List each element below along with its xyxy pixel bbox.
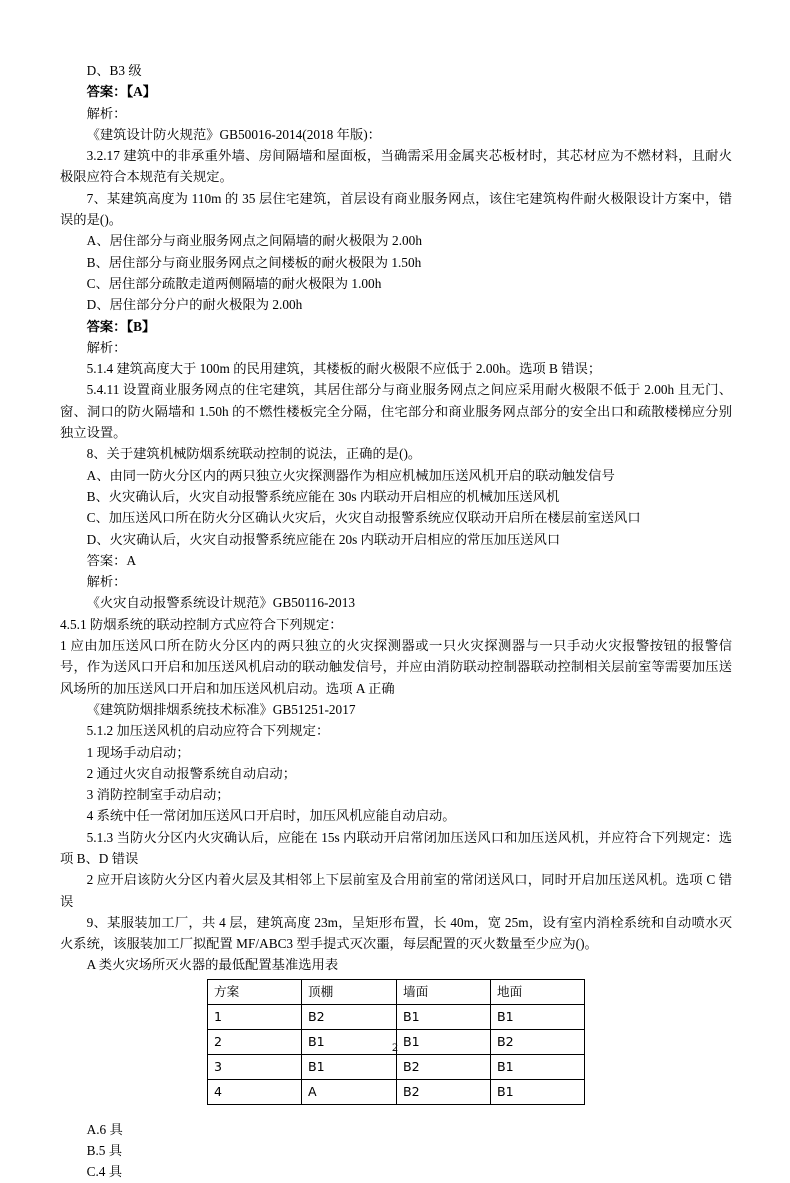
table-header-cell-scheme: 方案 xyxy=(208,979,302,1004)
choice-q9-a: A.6 具 xyxy=(86,1121,123,1137)
paragraph-q8-clause-5-1-2-item-1: 1 现场手动启动； xyxy=(86,744,190,760)
paragraph-q7-answer: 答案：【B】 xyxy=(86,318,156,334)
table-caption: A 类火灾场所灭火器的最低配置基准选用表 xyxy=(86,957,339,973)
option-q8-c: C、加压送风口所在防火分区确认火灾后，火灾自动报警系统应仅联动开启所在楼层前室送风口 xyxy=(86,510,641,526)
table-cell: B1 xyxy=(397,1004,491,1029)
paragraph-q8-clause-4-5-1-item-1: 1 应由加压送风口所在防火分区内的两只独立的火灾探测器或一只火灾探测器与一只手动火灾报警按钮的报警信号，作为送风口开启和加压送风机启动的联动触发信号，并应由消防联动控制器联动控制相关层前室等需要加压送风场所的加压送风口开启和加压送风机启动。选项 A 正确 xyxy=(60,638,732,696)
option-q7-a: A、居住部分与商业服务网点之间隔墙的耐火极限为 2.00h xyxy=(86,233,422,249)
paragraph-q6-answer: 答案：【A】 xyxy=(86,84,157,100)
table-header-row xyxy=(208,979,585,1004)
paragraph-question-9-stem: 9、某服装加工厂，共 4 层，建筑高度 23m，呈矩形布置，长 40m，宽 25m，设有室内消栓系统和自动喷水灭火系统，该服装加工厂拟配置 MF/ABC3 型手提式灭次噩，每层配置的灭火数量至少应为()。 xyxy=(60,914,732,952)
choice-q9-c: C.4 具 xyxy=(86,1164,123,1180)
option-q7-b: B、居住部分与商业服务网点之间楼板的耐火极限为 1.50h xyxy=(86,254,422,270)
table-cell: B1 xyxy=(397,1029,491,1054)
paragraph-q8-analysis-label: 解析： xyxy=(86,574,127,590)
table-row xyxy=(208,1079,585,1104)
paragraph-q8-clause-5-1-3-item-2: 2 应开启该防火分区内着火层及其相邻上下层前室及合用前室的常闭送风口，同时开启加压送风机。选项 C 错误 xyxy=(60,872,732,909)
paragraph-q7-analysis-label: 解析： xyxy=(86,339,127,355)
choice-q9-b: B.5 具 xyxy=(86,1143,123,1159)
table-cell: B2 xyxy=(302,1004,397,1029)
paragraph-q6-option-d: D、B3 级 xyxy=(86,63,142,78)
table-cell: B2 xyxy=(397,1054,491,1079)
paragraph-q8-clause-5-1-2-item-2: 2 通过火灾自动报警系统自动启动； xyxy=(86,765,297,781)
table-header-cell-wall: 墙面 xyxy=(397,979,491,1004)
option-q8-d: D、火灾确认后，火灾自动报警系统应能在 20s 内联动开启相应的常压加压送风口 xyxy=(86,531,561,547)
paragraph-q6-standard-reference: 《建筑设计防火规范》GB50016-2014(2018 年版)： xyxy=(86,126,381,142)
paragraph-q7-clause-5-4-11: 5.4.11 设置商业服务网点的住宅建筑，其居住部分与商业服务网点之间应采用耐火极限不低于 2.00h 且无门、窗、洞口的防火隔墙和 1.50h 的不燃性楼板完全分隔，住宅部分和商业服务网点部分的安全出口和疏散楼梯应分别独立设置。 xyxy=(60,382,732,441)
table-row xyxy=(208,1054,585,1079)
question-9-choices xyxy=(60,1119,732,1183)
option-q8-b: B、火灾确认后，火灾自动报警系统应能在 30s 内联动开启相应的机械加压送风机 xyxy=(86,488,560,504)
table-cell: B1 xyxy=(302,1054,397,1079)
table-cell: 2 xyxy=(208,1029,302,1054)
table-cell: B1 xyxy=(491,1004,585,1029)
table-cell: B1 xyxy=(302,1029,397,1054)
option-q7-c: C、居住部分疏散走道两侧隔墙的耐火极限为 1.00h xyxy=(86,275,382,291)
table-header-cell-floor: 地面 xyxy=(491,979,585,1004)
paragraph-question-7-stem: 7、某建筑高度为 110m 的 35 层住宅建筑，首层设有商业服务网点，该住宅建筑构件耐火极限设计方案中，错误的是()。 xyxy=(60,190,732,228)
table-cell: A xyxy=(302,1079,397,1104)
paragraph-q8-answer: 答案：A xyxy=(86,552,137,568)
table-row xyxy=(208,1004,585,1029)
table-cell: B1 xyxy=(491,1079,585,1104)
paragraph-q8-clause-4-5-1: 4.5.1 防烟系统的联动控制方式应符合下列规定： xyxy=(60,616,343,632)
paragraph-q8-clause-5-1-2-item-3: 3 消防控制室手动启动； xyxy=(86,787,230,803)
paragraph-q8-standard-reference-gb50116: 《火灾自动报警系统设计规范》GB50116-2013 xyxy=(86,595,355,611)
table-header-cell-ceiling: 顶棚 xyxy=(302,979,397,1004)
paragraph-q8-clause-5-1-3: 5.1.3 当防火分区内火灾确认后，应能在 15s 内联动开启常闭加压送风口和加压送风机，并应符合下列规定：选项 B、D 错误 xyxy=(60,829,732,866)
paragraph-question-8-stem: 8、关于建筑机械防烟系统联动控制的说法，正确的是()。 xyxy=(86,446,422,462)
option-q7-d: D、居住部分分户的耐火极限为 2.00h xyxy=(86,297,303,313)
table-cell: 3 xyxy=(208,1054,302,1079)
paragraph-q6-analysis-label: 解析： xyxy=(86,105,127,121)
paragraph-q8-clause-5-1-2-item-4: 4 系统中任一常闭加压送风口开启时，加压风机应能自动启动。 xyxy=(86,808,456,824)
table-cell: 4 xyxy=(208,1079,302,1104)
table-cell: B2 xyxy=(491,1029,585,1054)
table-cell: B1 xyxy=(491,1054,585,1079)
paragraph-q7-clause-5-1-4: 5.1.4 建筑高度大于 100m 的民用建筑，其楼板的耐火极限不应低于 2.00h。选项 B 错误； xyxy=(86,361,602,377)
paragraph-q8-clause-5-1-2: 5.1.2 加压送风机的启动应符合下列规定： xyxy=(86,723,330,739)
page-number: 2 xyxy=(392,1040,398,1054)
table-cell: 1 xyxy=(208,1004,302,1029)
option-q8-a: A、由同一防火分区内的两只独立火灾探测器作为相应机械加压送风机开启的联动触发信号 xyxy=(86,467,615,483)
paragraph-q8-standard-reference-gb51251: 《建筑防烟排烟系统技术标准》GB51251-2017 xyxy=(86,701,356,717)
paragraph-q6-clause-3-2-17: 3.2.17 建筑中的非承重外墙、房间隔墙和屋面板，当确需采用金属夹芯板材时，其芯材应为不燃材料，且耐火极限应符合本规范有关规定。 xyxy=(60,148,732,185)
table-cell: B2 xyxy=(397,1079,491,1104)
document-body xyxy=(60,60,732,1183)
